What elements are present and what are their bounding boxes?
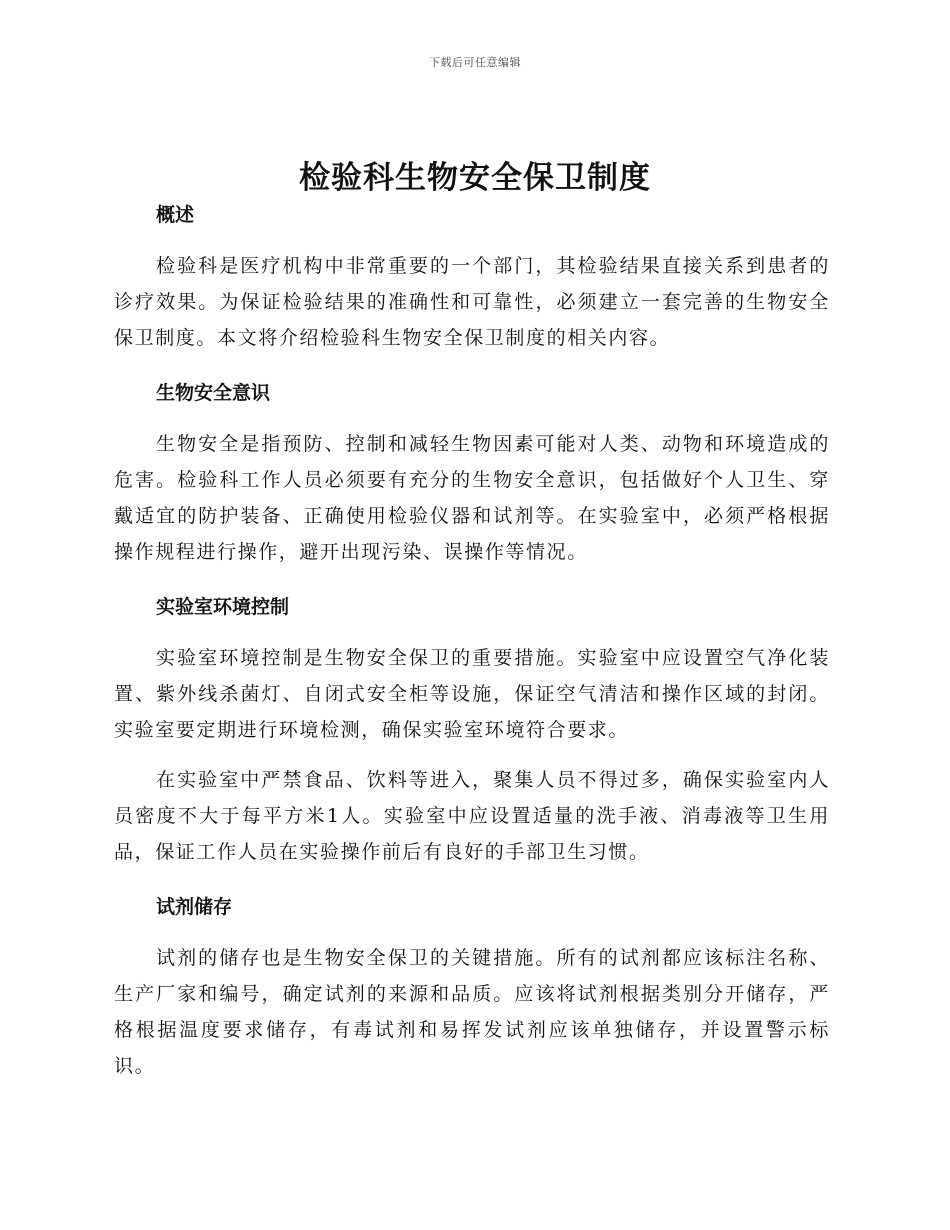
paragraph: 生物安全是指预防、控制和减轻生物因素可能对人类、动物和环境造成的危害。检验科工作人员必须要有充分的生物安全意识，包括做好个人卫生、穿戴适宜的防护装备、正确使用检验仪器和试剂等。在实验室中，必须严格根据操作规程进行操作，避开出现污染、误操作等情况。 — [114, 433, 830, 563]
section-heading: 试剂储存 — [156, 896, 233, 918]
section-lab-environment-control — [114, 588, 830, 888]
paragraph: 实验室环境控制是生物安全保卫的重要措施。实验室中应设置空气净化装置、紫外线杀菌灯、自闭式安全柜等设施，保证空气清洁和操作区域的封闭。实验室要定期进行环境检测，确保实验室环境符合要求。 — [114, 647, 830, 741]
section-heading: 生物安全意识 — [156, 382, 271, 404]
paragraph: 检验科是医疗机构中非常重要的一个部门，其检验结果直接关系到患者的诊疗效果。为保证检验结果的准确性和可靠性，必须建立一套完善的生物安全保卫制度。本文将介绍检验科生物安全保卫制度的相关内容。 — [114, 255, 830, 349]
page-title: 检验科生物安全保卫制度 — [299, 160, 651, 196]
section-heading: 实验室环境控制 — [156, 596, 290, 618]
paragraph: 试剂的储存也是生物安全保卫的关键措施。所有的试剂都应该标注名称、生产厂家和编号，确定试剂的来源和品质。应该将试剂根据类别分开储存，严格根据温度要求储存，有毒试剂和易挥发试剂应该单独储存，并设置警示标识。 — [114, 947, 830, 1077]
header-note: 下载后可任意编辑 — [429, 56, 521, 69]
section-biosafety-awareness — [114, 374, 830, 588]
section-reagent-storage — [114, 888, 830, 1084]
section-heading: 概述 — [156, 204, 195, 226]
document-body — [114, 196, 830, 1084]
paragraph: 在实验室中严禁食品、饮料等进入，聚集人员不得过多，确保实验室内人员密度不大于每平方米1人。实验室中应设置适量的洗手液、消毒液等卫生用品，保证工作人员在实验操作前后有良好的手部卫生习惯。 — [114, 769, 830, 863]
section-overview — [114, 196, 830, 374]
